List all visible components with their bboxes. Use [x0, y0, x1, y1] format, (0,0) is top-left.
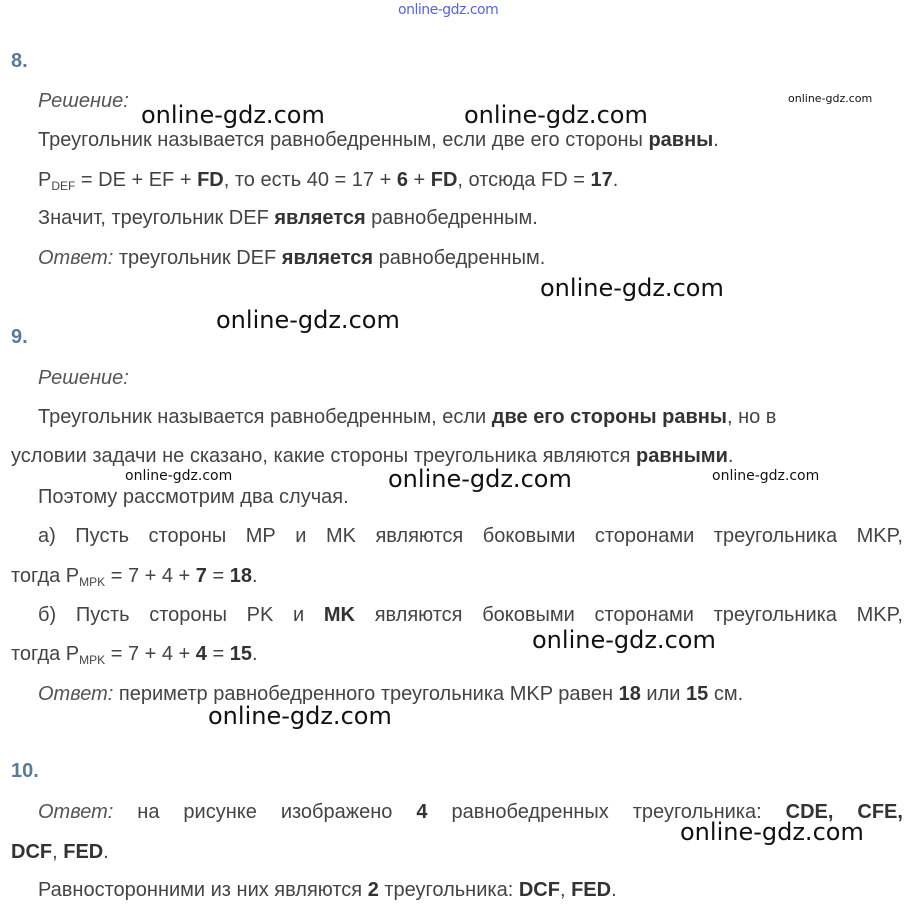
task10-answer-line-2: DCF, FED.	[11, 841, 109, 863]
task-number-9: 9.	[11, 326, 28, 348]
task8-answer: Ответ: треугольник DEF является равнобедренным.	[38, 247, 546, 269]
watermark: online-gdz.com	[208, 702, 392, 730]
task-number-8: 8.	[11, 50, 28, 72]
task8-line-1: Треугольник называется равнобедренным, если две его стороны равны.	[38, 129, 719, 151]
site-header-watermark: online-gdz.com	[398, 2, 499, 18]
watermark: online-gdz.com	[540, 274, 724, 302]
task9-answer: Ответ: периметр равнобедренного треугольника MKP равен 18 или 15 см.	[38, 683, 744, 705]
watermark: online-gdz.com	[388, 465, 572, 493]
watermark: online-gdz.com	[125, 468, 233, 484]
solution-label-8: Решение:	[38, 90, 129, 112]
case-b-line-1: б) Пусть стороны PK и MK являются боковыми сторонами треугольника MKP,	[38, 604, 903, 626]
watermark: online-gdz.com	[532, 626, 716, 654]
task10-answer-line-1: Ответ: на рисунке изображено 4 равнобедренных треугольника: CDE, CFE,	[38, 801, 903, 823]
case-a-line-2: тогда $P_{MPK} = 7 + 4 + 7 = 18$.	[11, 565, 258, 589]
task9-line-2: условии задачи не сказано, какие стороны треугольника являются равными.	[11, 445, 734, 467]
task9-line-3: Поэтому рассмотрим два случая.	[38, 486, 349, 508]
watermark: online-gdz.com	[216, 306, 400, 334]
task9-line-1: Треугольник называется равнобедренным, если две его стороны равны, но в	[38, 406, 777, 428]
case-b-line-2: тогда $P_{MPK} = 7 + 4 + 4 = 15$.	[11, 643, 258, 667]
task8-line-2: $P_{DEF}$ = DE + EF + FD, то есть 40 = 17 + 6 + FD, отсюда FD = 17.	[38, 169, 619, 193]
watermark: online-gdz.com	[680, 818, 864, 846]
task8-line-3: Значит, треугольник DEF является равнобедренным.	[38, 207, 538, 229]
solution-label-9: Решение:	[38, 367, 129, 389]
task10-line-3: Равносторонними из них являются 2 треугольника: DCF, FED.	[38, 879, 617, 901]
task-number-10: 10.	[11, 760, 39, 782]
watermark: online-gdz.com	[788, 92, 873, 105]
watermark: online-gdz.com	[141, 101, 325, 129]
watermark: online-gdz.com	[712, 468, 820, 484]
case-a-line-1: а) Пусть стороны MP и MK являются боковыми сторонами треугольника MKP,	[38, 525, 903, 547]
watermark: online-gdz.com	[464, 101, 648, 129]
